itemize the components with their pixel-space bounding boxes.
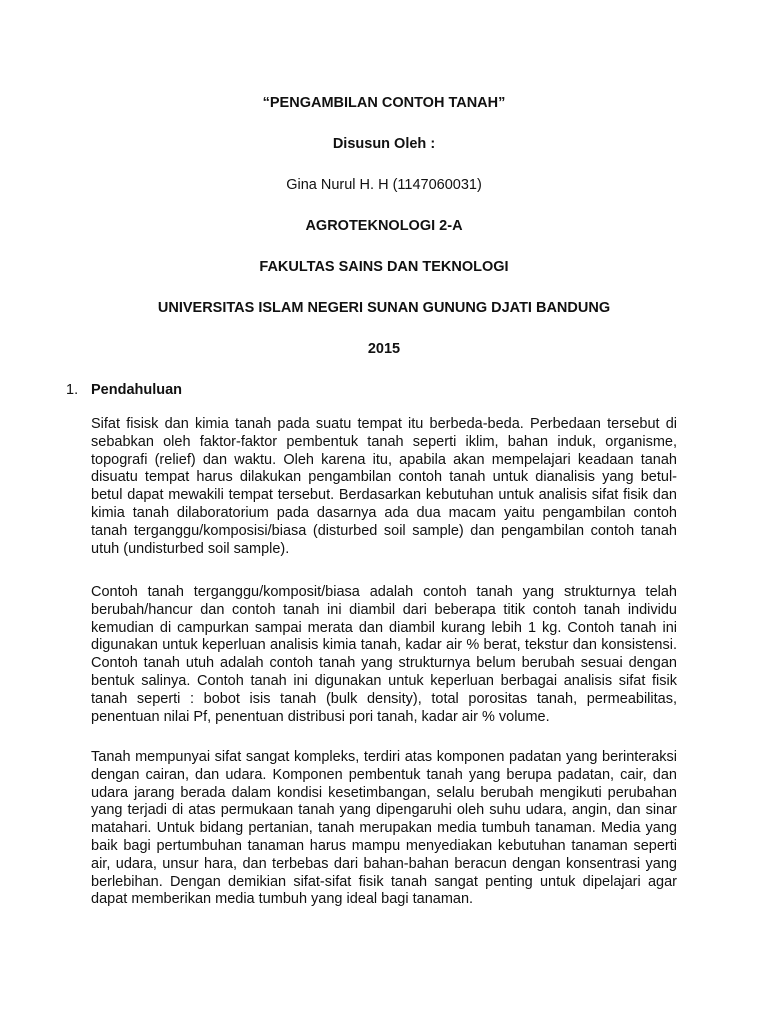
paragraph-1: Sifat fisisk dan kimia tanah pada suatu tempat itu berbeda-beda. Perbedaan tersebut di sebabkan oleh faktor-faktor pembentuk tanah seperti iklim, bahan induk, organisme, topografi (relief) dan waktu. Oleh karena itu, apabila akan mempelajari keadaan tanah disuatu tempat harus dilakukan pengambilan contoh tanah untuk dianalisis yang betul-betul dapat mewakili tempat tersebut. Berdasarkan kebutuhan untuk analisis sifat fisik dan kimia tanah dilaboratorium pada dasarnya ada dua macam yaitu pengambilan contoh tanah terganggu/komposisi/biasa (disturbed soil sample) dan pengambilan contoh tanah utuh (undisturbed soil sample). bbox=[91, 416, 677, 557]
section-title: Pendahuluan bbox=[91, 382, 183, 398]
prepared-by-label: Disusun Oleh : bbox=[332, 136, 436, 152]
paragraph-3: Tanah mempunyai sifat sangat kompleks, terdiri atas komponen padatan yang berinteraksi dengan cairan, dan udara. Komponen pembentuk tanah yang berupa padatan, cair, dan udara jarang berada dalam kondisi kesetimbangan, selalu berubah mengikuti perubahan yang terjadi di atas permukaan tanah yang dipengaruhi oleh suhu udara, angin, dan sinar matahari. Untuk bidang pertanian, tanah merupakan media tumbuh tanaman. Media yang baik bagi pertumbuhan tanaman harus mampu menyediakan kebutuhan tanaman seperti air, udara, unsur hara, dan terbebas dari bahan-bahan beracun dengan konsentrasi yang berlebihan. Dengan demikian sifat-sifat fisik tanah sangat penting untuk dipelajari agar dapat memberikan media tumbuh yang ideal bagi tanaman. bbox=[91, 749, 677, 908]
year: 2015 bbox=[367, 341, 401, 357]
document-title: “PENGAMBILAN CONTOH TANAH” bbox=[262, 95, 506, 111]
faculty-name: FAKULTAS SAINS DAN TEKNOLOGI bbox=[259, 259, 509, 275]
section-heading bbox=[66, 381, 182, 399]
author-name: Gina Nurul H. H (1147060031) bbox=[286, 177, 482, 193]
class-name: AGROTEKNOLOGI 2-A bbox=[305, 218, 463, 234]
paragraph-2: Contoh tanah terganggu/komposit/biasa adalah contoh tanah yang strukturnya telah berubah/hancur dan contoh tanah ini diambil dari beberapa titik contoh tanah individu kemudian di campurkan sampai merata dan diambil kurang lebih 1 kg. Contoh tanah ini digunakan untuk keperluan analisis kimia tanah, kadar air % berat, tekstur dan konsistensi. Contoh tanah utuh adalah contoh tanah yang strukturnya belum berubah sesuai dengan bentuk salinya. Contoh tanah ini digunakan untuk keperluan berbagai analisis sifat fisik tanah seperti : bobot isis tanah (bulk density), total porositas tanah, permeabilitas, penentuan nilai Pf, penentuan distribusi pori tanah, kadar air % volume. bbox=[91, 584, 677, 725]
university-name: UNIVERSITAS ISLAM NEGERI SUNAN GUNUNG DJATI BANDUNG bbox=[157, 300, 611, 316]
section-number: 1. bbox=[66, 382, 79, 398]
